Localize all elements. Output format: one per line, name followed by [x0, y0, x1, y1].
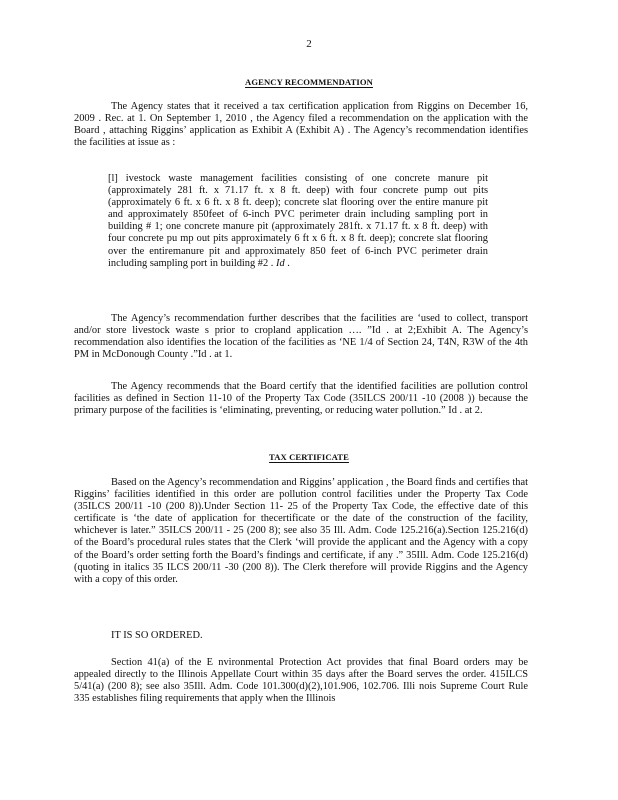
so-ordered-line: IT IS SO ORDERED. — [111, 630, 203, 641]
agency-paragraph-1: The Agency states that it received a tax certification application from Riggins on December 16, 2009 . Rec. at 1. On September 1, 2010 , the Agency filed a recommendation on the application with the Board , attaching Riggins’ application as Exhibit A (Exhibit A) . The Agency’s recommendation identifies the facilities at issue as : — [74, 101, 528, 149]
facilities-block-quote: [l] ivestock waste management facilities consisting of one concrete manure pit (approximately 281 ft. x 71.17 ft. x 8 ft. deep) with four concrete pump out pits (approximately 6 ft. x 6 ft. x 8 ft. deep); concrete slat flooring over the entire manure pit and approximately 850feet of 6-inch PVC perimeter drain including sampling port in building # 1; one concrete manure pit (approximately 281ft. x 71.17 ft. x 8 ft. deep) with four concrete pu mp out pits approximately 6 ft x 6 ft. x 8 ft. deep); concrete slat flooring over the entiremanure pit and approximately 850 feet of 6-inch PVC perimeter drain including sampling port in building #2 . Id . — [108, 173, 488, 269]
tax-paragraph-1: Based on the Agency’s recommendation and Riggins’ application , the Board finds and certifies that Riggins’ facilities identified in this order are pollution control facilities under the Property Tax Code (35ILCS 200/11 -10 (200 8)).Under Section 11- 25 of the Property Tax Code, the effective date of this certificate is ‘the date of application for thecertificate or the date of the construction of the facility, whichever is later.” 35ILCS 200/11 - 25 (200 8); see also 35 Ill. Adm. Code 125.216(a).Section 125.216(d) of the Board’s procedural rules states that the Clerk ‘will provide the applicant and the Agency with a copy of the Board’s order setting forth the Board’s findings and certificate, if any .” 35Ill. Adm. Code 125.216(d) (quoting in italics 35 ILCS 200/11 -30 (200 8)). The Clerk therefore will provide Riggins and the Agency with a copy of this order. — [74, 477, 528, 585]
quote-citation: Id — [276, 257, 285, 269]
tax-heading-text: TAX CERTIFICATE — [269, 452, 349, 462]
page-number: 2 — [306, 38, 312, 50]
agency-paragraph-3: The Agency recommends that the Board certify that the identified facilities are pollution control facilities as defined in Section 11-10 of the Property Tax Code (35ILCS 200/11 -10 (2008 )) because the primary purpose of the facilities is ‘eliminating, preventing, or reducing water pollution.” Id . at 2. — [74, 381, 528, 417]
quote-text: [l] ivestock waste management facilities consisting of one concrete manure pit (approximately 281 ft. x 71.17 ft. x 8 ft. deep) with four concrete pump out pits (approximately 6 ft. x 6 ft. x 8 ft. deep); concrete slat flooring over the entire manure pit and approximately 850feet of 6-inch PVC perimeter drain including sampling port in building # 1; one concrete manure pit (approximately 281ft. x 71.17 ft. x 8 ft. deep) with four concrete pu mp out pits approximately 6 ft x 6 ft. x 8 ft. deep); concrete slat flooring over the entiremanure pit and approximately 850 feet of 6-inch PVC perimeter drain including sampling port in building #2 . — [108, 173, 488, 269]
agency-recommendation-heading — [0, 76, 618, 88]
agency-heading-text: AGENCY RECOMMENDATION — [245, 77, 373, 87]
tax-certificate-heading — [0, 451, 618, 463]
agency-paragraph-2: The Agency’s recommendation further describes that the facilities are ‘used to collect, transport and/or store livestock waste s prior to cropland application …. ”Id . at 2;Exhibit A. The Agency’s recommendation also identifies the location of the facilities as ‘NE 1/4 of Section 24, T4N, R3W of the 4th PM in McDonough County .”Id . at 1. — [74, 313, 528, 361]
tax-paragraph-2: Section 41(a) of the E nvironmental Protection Act provides that final Board orders may be appealed directly to the Illinois Appellate Court within 35 days after the Board serves the order. 415ILCS 5/41(a) (200 8); see also 35Ill. Adm. Code 101.300(d)(2),101.906, 102.706. Illi nois Supreme Court Rule 335 establishes filing requirements that apply when the Illinois — [74, 657, 528, 705]
